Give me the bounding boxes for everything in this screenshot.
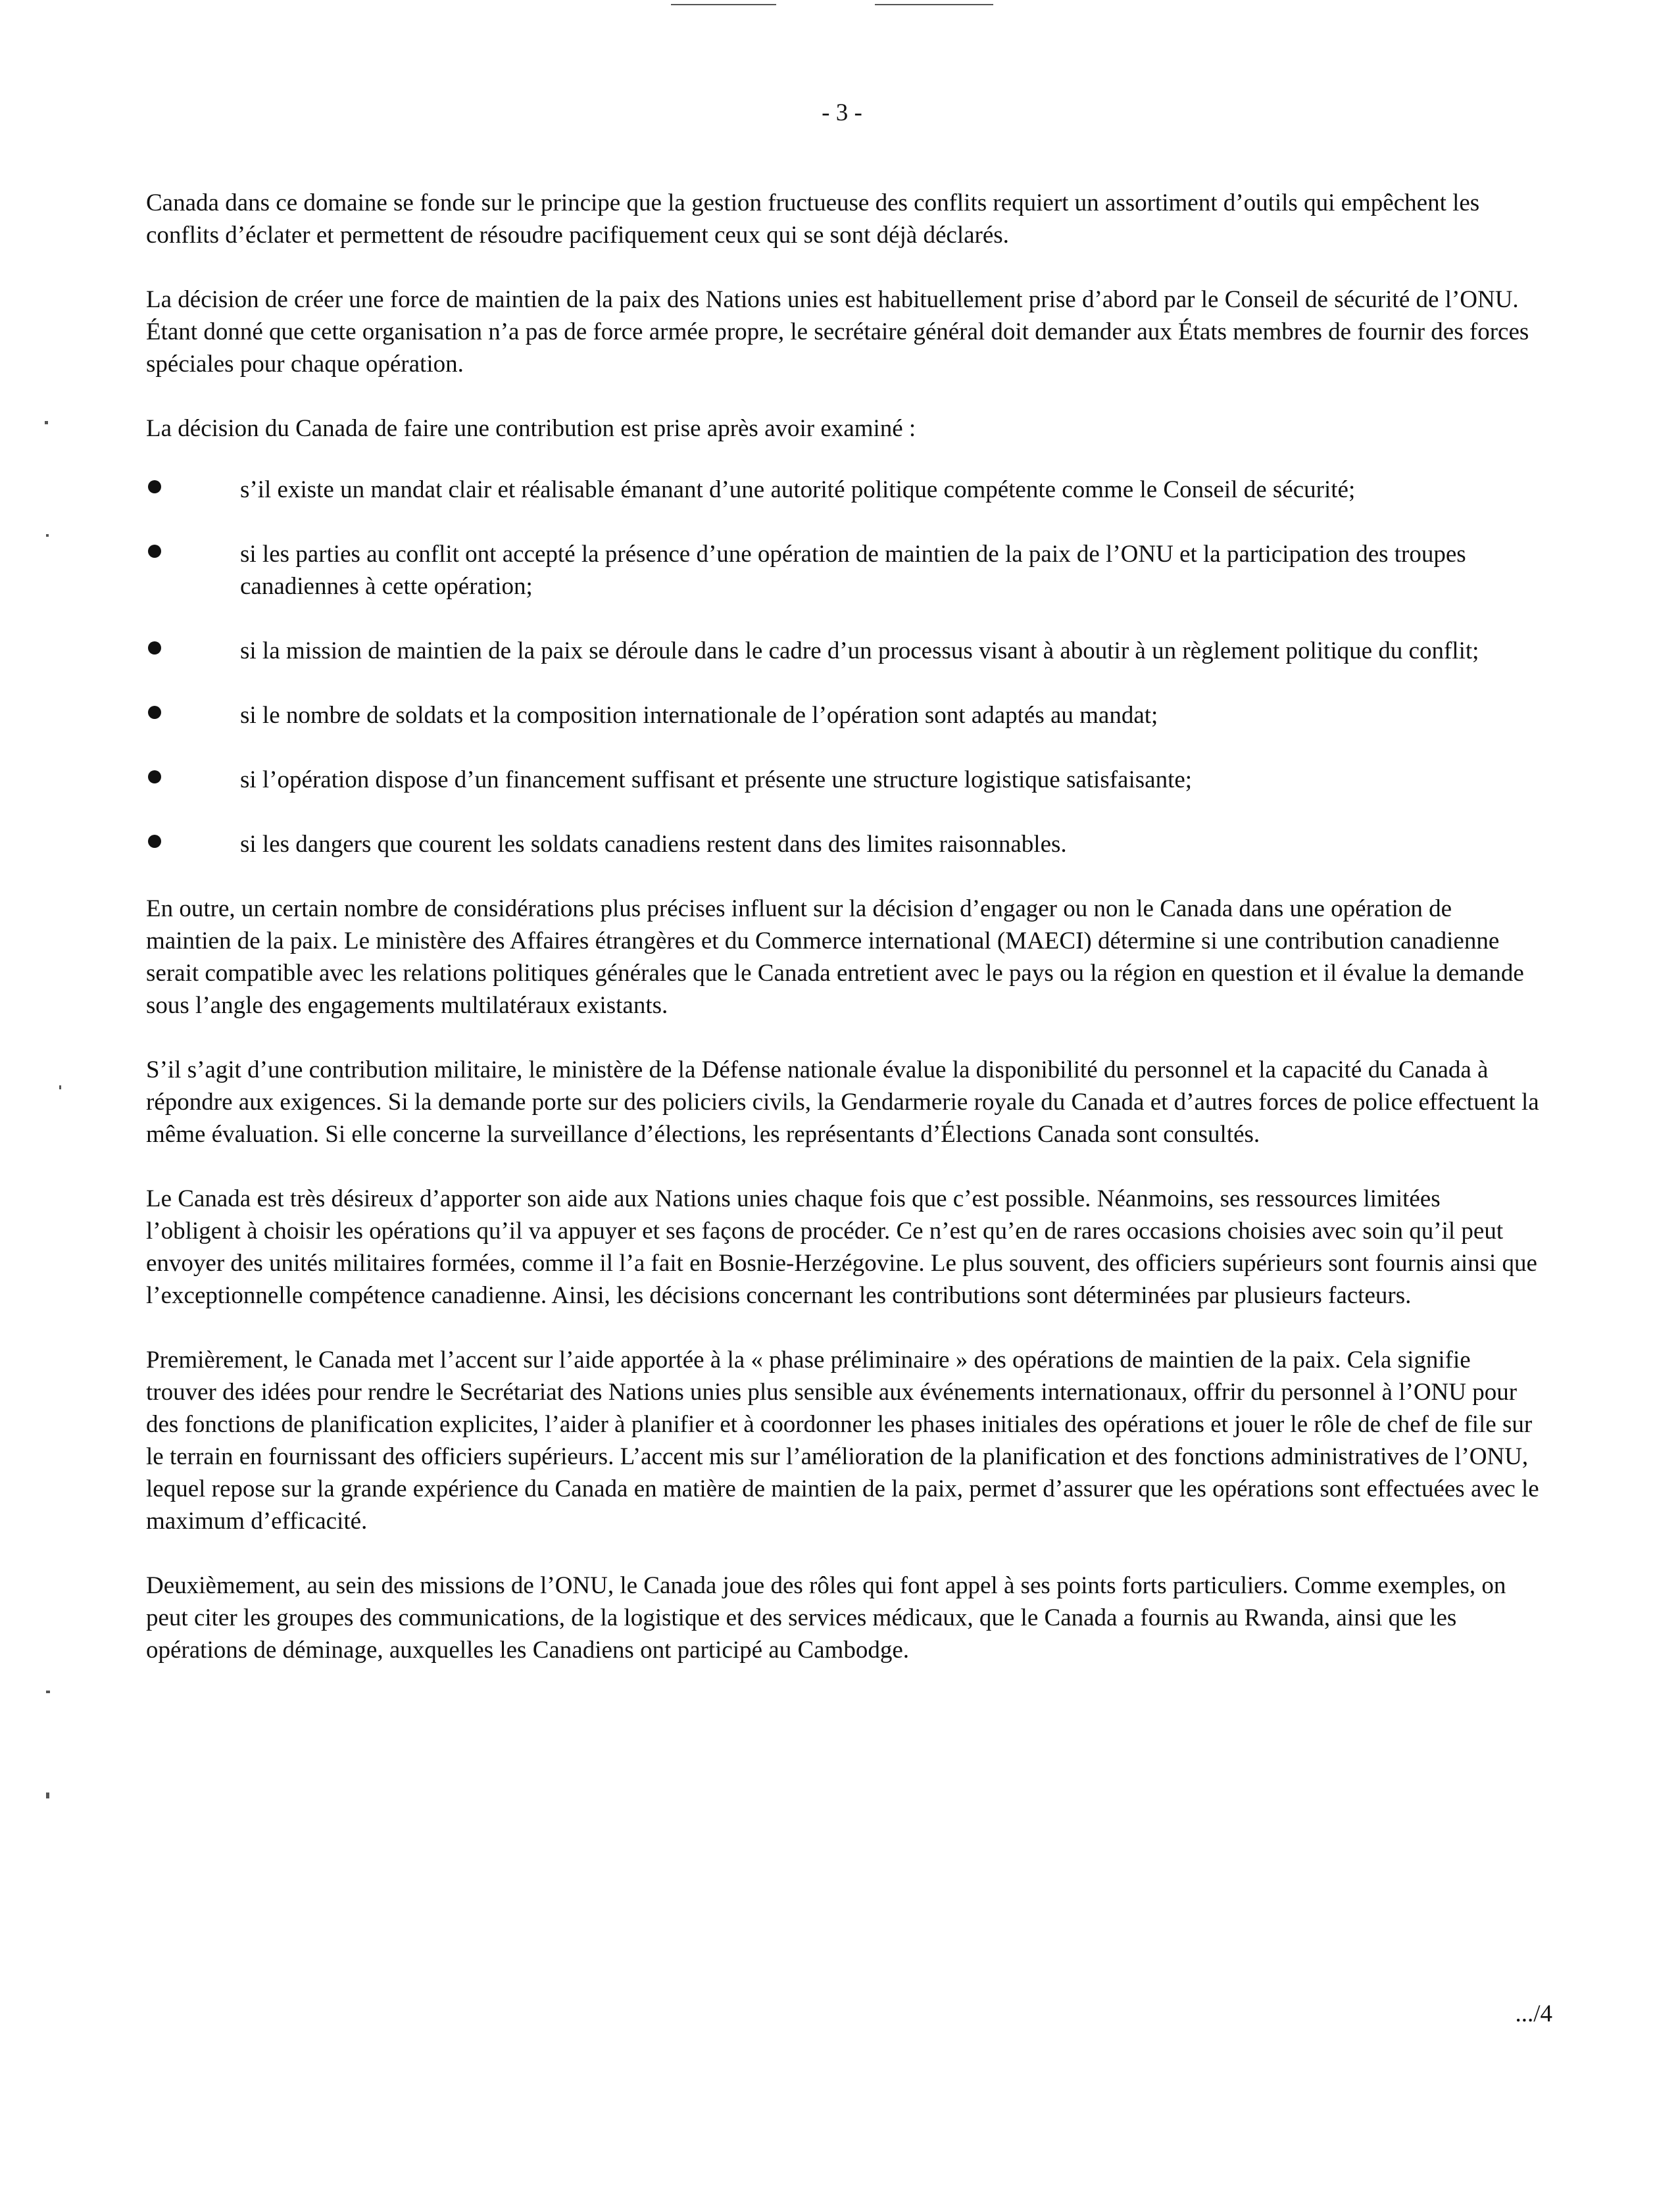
scan-artifact xyxy=(46,1793,49,1798)
list-item xyxy=(146,474,1541,506)
paragraph: Premièrement, le Canada met l’accent sur l’aide apportée à la « phase préliminaire » des opérations de maintien de la paix. Cela signifie trouver des idées pour rendre le Secrétariat des Nations unies plus sensible aux événements internationaux, offrir du personnel à l’ONU pour des fonctions de planification explicites, l’aider à planifier et à coordonner les phases initiales des opérations et jouer le rôle de chef de file sur le terrain en fournissant des officiers supérieurs. L’accent mis sur l’amélioration de la planification et des fonctions administratives de l’ONU, lequel repose sur la grande expérience du Canada en matière de maintien de la paix, permet d’assurer que les opérations sont effectuées avec le maximum d’efficacité. xyxy=(146,1347,1539,1535)
bullet-icon xyxy=(148,770,161,783)
paragraph: La décision du Canada de faire une contribution est prise après avoir examiné : xyxy=(146,415,916,442)
paragraph: La décision de créer une force de maintien de la paix des Nations unies est habituellement prise d’abord par le Conseil de sécurité de l’ONU. Étant donné que cette organisation n’a pas de force armée propre, le secrétaire général doit demander aux États membres de fournir des forces spéciales pour chaque opération. xyxy=(146,286,1529,378)
bullet-icon xyxy=(148,545,161,558)
paragraph: S’il s’agit d’une contribution militaire, le ministère de la Défense nationale évalue la disponibilité du personnel et la capacité du Canada à répondre aux exigences. Si la demande porte sur des policiers civils, la Gendarmerie royale du Canada et d’autres forces de police effectuent la même évaluation. Si elle concerne la surveillance d’élections, les représentants d’Élections Canada sont consultés. xyxy=(146,1056,1539,1148)
paragraph: Le Canada est très désireux d’apporter son aide aux Nations unies chaque fois que c’est possible. Néanmoins, ses ressources limitées l’obligent à choisir les opérations qu’il va appuyer et ses façons de procéder. Ce n’est qu’en de rares occasions choisies avec soin qu’il peut envoyer des unités militaires formées, comme il l’a fait en Bosnie-Herzégovine. Le plus souvent, des officiers supérieurs sont fournis ainsi que l’exceptionnelle compétence canadienne. Ainsi, les décisions concernant les contributions sont déterminées par plusieurs facteurs. xyxy=(146,1185,1537,1309)
continuation-marker: .../4 xyxy=(1515,2000,1552,2027)
scan-artifact xyxy=(46,1691,50,1693)
list-item xyxy=(146,828,1541,860)
scan-artifact xyxy=(671,4,776,5)
list-item-text: si les parties au conflit ont accepté la présence d’une opération de maintien de la paix de l’ONU et la participation des troupes canadiennes à cette opération; xyxy=(240,541,1466,600)
list-item-text: si les dangers que courent les soldats canadiens restent dans des limites raisonnables. xyxy=(240,831,1067,858)
list-item xyxy=(146,699,1541,731)
paragraph: En outre, un certain nombre de considérations plus précises influent sur la décision d’engager ou non le Canada dans une opération de maintien de la paix. Le ministère des Affaires étrangères et du Commerce international (MAECI) détermine si une contribution canadienne serait compatible avec les relations politiques générales que le Canada entretient avec le pays ou la région en question et il évalue la demande sous l’angle des engagements multilatéraux existants. xyxy=(146,895,1524,1019)
document-body xyxy=(146,187,1541,1698)
list-item-text: si la mission de maintien de la paix se déroule dans le cadre d’un processus visant à aboutir à un règlement politique du conflit; xyxy=(240,637,1479,664)
list-item-text: si l’opération dispose d’un financement suffisant et présente une structure logistique satisfaisante; xyxy=(240,766,1193,793)
list-item xyxy=(146,538,1541,603)
paragraph: Deuxièmement, au sein des missions de l’ONU, le Canada joue des rôles qui font appel à ses points forts particuliers. Comme exemples, on peut citer les groupes des communications, de la logistique et des services médicaux, que le Canada a fournis au Rwanda, ainsi que les opérations de déminage, auxquelles les Canadiens ont participé au Cambodge. xyxy=(146,1572,1506,1664)
scan-artifact xyxy=(46,534,49,537)
bullet-icon xyxy=(148,480,161,493)
bullet-icon xyxy=(148,835,161,848)
scan-artifact xyxy=(59,1085,61,1089)
bullet-icon xyxy=(148,706,161,719)
bullet-icon xyxy=(148,641,161,655)
list-item-text: si le nombre de soldats et la composition internationale de l’opération sont adaptés au mandat; xyxy=(240,702,1158,729)
list-item xyxy=(146,764,1541,796)
page-number: - 3 - xyxy=(822,99,862,126)
criteria-list xyxy=(146,474,1541,860)
list-item xyxy=(146,635,1541,667)
paragraph: Canada dans ce domaine se fonde sur le principe que la gestion fructueuse des conflits requiert un assortiment d’outils qui empêchent les conflits d’éclater et permettent de résoudre pacifiquement ceux qui se sont déjà déclarés. xyxy=(146,189,1480,249)
scan-artifact xyxy=(875,4,993,5)
scan-artifact xyxy=(45,421,48,424)
list-item-text: s’il existe un mandat clair et réalisable émanant d’une autorité politique compétente comme le Conseil de sécurité; xyxy=(240,476,1356,503)
